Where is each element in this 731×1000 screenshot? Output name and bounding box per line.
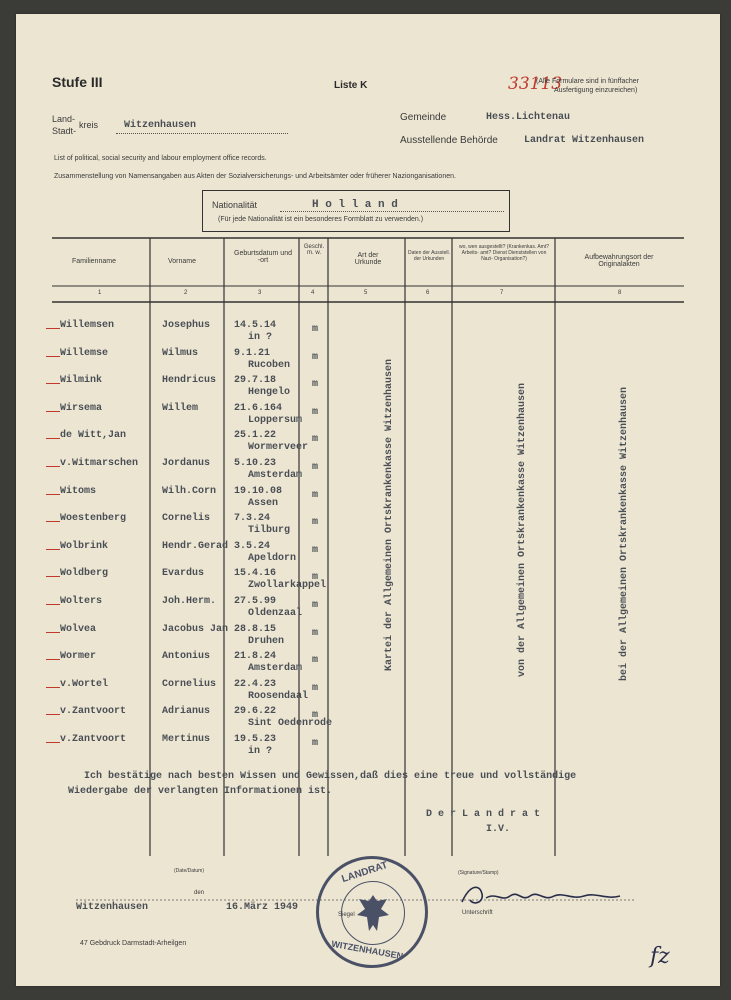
- row-check-mark: [46, 576, 60, 577]
- row-geburtsdatum: 22.4.23: [234, 678, 277, 690]
- row-geburtsort: Oldenzaal: [248, 608, 303, 619]
- row-familienname: Wilmink: [60, 375, 103, 387]
- col-header-geburtsdatum: Geburtsdatum und -ort: [234, 250, 292, 264]
- row-familienname: Witoms: [60, 485, 97, 497]
- row-geschlecht: m: [312, 544, 319, 556]
- row-familienname: Wolvea: [60, 623, 97, 635]
- row-check-mark: [46, 659, 60, 660]
- row-familienname: Willemsen: [60, 320, 115, 331]
- row-familienname: Willemse: [60, 347, 109, 359]
- row-geburtsort: Assen: [248, 497, 279, 509]
- row-geschlecht: m: [312, 406, 319, 418]
- col-num-4: 4: [311, 290, 315, 296]
- nationality-label: Nationalität: [212, 200, 258, 210]
- col-num-8: 8: [618, 290, 622, 296]
- row-vorname: Jordanus: [162, 458, 211, 469]
- row-geschlecht: m: [312, 682, 319, 694]
- row-geburtsort: Hengelo: [248, 387, 291, 399]
- col5-vertical-text: Kartei der Allgemeinen Ortskrankenkasse Witzenhausen: [384, 358, 395, 671]
- row-familienname: Wolters: [60, 596, 103, 607]
- land-label: Land-: [52, 114, 76, 124]
- table-grid: [16, 14, 720, 986]
- col-header-daten: Daten der Ausstell. der Urkunden: [408, 250, 450, 262]
- row-geburtsort: Amsterdam: [248, 470, 303, 481]
- stamp-text-bottom: WITZENHAUSEN: [330, 938, 404, 962]
- row-geschlecht: m: [312, 655, 319, 667]
- nationality-note: (Für jede Nationalität ist ein besonderes Formblatt zu verwenden.): [218, 216, 424, 223]
- row-geburtsdatum: 27.5.99: [234, 596, 277, 607]
- row-geburtsdatum: 21.6.164: [234, 402, 283, 414]
- row-geschlecht: m: [312, 572, 319, 584]
- col-num-7: 7: [500, 290, 504, 296]
- row-familienname: v.Wortel: [60, 678, 109, 690]
- row-geschlecht: m: [312, 434, 319, 446]
- row-vorname: Jacobus Jan: [162, 623, 229, 635]
- row-check-mark: [46, 494, 60, 495]
- row-vorname: Cornelius: [162, 678, 217, 690]
- document-sheet: [16, 14, 720, 986]
- row-geburtsort: Amsterdam: [248, 663, 303, 675]
- den-label: den: [194, 890, 205, 896]
- row-geburtsdatum: 9.1.21: [234, 347, 271, 359]
- row-familienname: v.Witmarschen: [60, 458, 139, 469]
- row-geburtsort: Tilburg: [248, 525, 291, 537]
- stadt-label: Stadt-: [52, 126, 77, 136]
- col-header-wo: wo, wen ausgestellt? (Krankenkas. Amt? Arbeits- amt? Dienst Dienststellen von Nazi- Organisation?): [458, 244, 550, 262]
- date-label: (Date/Datum): [174, 868, 205, 874]
- col7-vertical-text: von der Allgemeinen Ortskrankenkasse Witzenhausen: [517, 382, 528, 677]
- row-vorname: Antonius: [162, 651, 211, 663]
- col-num-2: 2: [184, 290, 188, 296]
- row-geburtsort: Zwollarkappel: [248, 580, 327, 592]
- row-check-mark: [46, 604, 60, 605]
- row-check-mark: [46, 356, 60, 357]
- row-geburtsdatum: 5.10.23: [234, 458, 277, 469]
- stamp-text-top: LANDRAT: [340, 859, 390, 886]
- row-familienname: v.Zantvoort: [60, 706, 127, 718]
- handwritten-id: 33113: [508, 74, 563, 94]
- row-check-mark: [46, 438, 60, 439]
- row-geburtsdatum: 21.8.24: [234, 651, 277, 663]
- col-num-1: 1: [98, 290, 102, 296]
- handwritten-signature: [456, 880, 626, 910]
- row-geschlecht: m: [312, 627, 319, 639]
- row-check-mark: [46, 466, 60, 467]
- row-geburtsdatum: 15.4.16: [234, 568, 277, 580]
- official-seal-stamp: [316, 856, 428, 968]
- handwritten-initial: fz: [650, 944, 670, 969]
- row-geburtsdatum: 28.8.15: [234, 623, 277, 635]
- printer-note: 47 Gebdruck Darmstadt-Arheilgen: [80, 940, 187, 947]
- row-familienname: de Witt,Jan: [60, 430, 127, 442]
- row-check-mark: [46, 411, 60, 412]
- row-vorname: Adrianus: [162, 706, 211, 718]
- col8-vertical-text: bei der Allgemeinen Ortskrankenkasse Witzenhausen: [619, 386, 630, 681]
- row-vorname: Evardus: [162, 568, 205, 580]
- form-note-2: Ausfertigung einzureichen): [554, 87, 638, 94]
- gemeinde-label: Gemeinde: [400, 112, 447, 123]
- row-geschlecht: m: [312, 738, 319, 749]
- eagle-emblem-icon: [353, 891, 393, 935]
- row-geburtsdatum: 29.7.18: [234, 375, 277, 387]
- row-check-mark: [46, 742, 60, 743]
- kreis-label: kreis: [79, 120, 99, 130]
- row-vorname: Mertinus: [162, 734, 211, 745]
- row-familienname: v.Zantvoort: [60, 734, 127, 745]
- row-geschlecht: m: [312, 489, 319, 501]
- row-check-mark: [46, 383, 60, 384]
- list-description-en: List of political, social security and labour employment office records.: [54, 155, 267, 162]
- row-vorname: Wilh.Corn: [162, 485, 217, 497]
- kreis-value: Witzenhausen: [124, 120, 197, 131]
- row-familienname: Wormer: [60, 651, 97, 663]
- row-vorname: Hendr.Gerad: [162, 540, 229, 552]
- gemeinde-value: Hess.Lichtenau: [486, 112, 571, 123]
- row-geschlecht: m: [312, 710, 319, 722]
- row-check-mark: [46, 632, 60, 633]
- col-header-vorname: Vorname: [168, 258, 197, 265]
- row-geburtsort: Loppersum: [248, 414, 303, 426]
- row-check-mark: [46, 328, 60, 329]
- behoerde-label: Ausstellende Behörde: [400, 135, 498, 146]
- liste-label: Liste K: [334, 80, 368, 91]
- col-header-art: Art der Urkunde: [354, 252, 382, 266]
- row-vorname: Willem: [162, 402, 199, 414]
- row-geburtsort: Druhen: [248, 635, 285, 647]
- certification-line-1: Ich bestätige nach besten Wissen und Gewissen,daß dies eine treue und vollständige: [84, 771, 577, 782]
- form-note-1: (Alle Formulare sind in fünffacher: [536, 78, 639, 85]
- signature-label: (Signature/Stamp): [458, 870, 499, 876]
- row-familienname: Woestenberg: [60, 513, 127, 525]
- row-check-mark: [46, 521, 60, 522]
- signer-iv: I.V.: [486, 824, 511, 835]
- certification-line-2: Wiedergabe der verlangten Informationen ist.: [68, 786, 333, 797]
- row-geschlecht: m: [312, 379, 319, 391]
- row-familienname: Wolbrink: [60, 540, 109, 552]
- col-num-5: 5: [364, 290, 368, 296]
- col-num-3: 3: [258, 290, 262, 296]
- row-geburtsdatum: 19.10.08: [234, 485, 283, 497]
- row-geschlecht: m: [312, 462, 319, 473]
- unterschrift-label: Unterschrift: [462, 910, 493, 916]
- place-value: Witzenhausen: [76, 902, 149, 913]
- row-vorname: Joh.Herm.: [162, 596, 217, 607]
- row-familienname: Wirsema: [60, 402, 103, 414]
- signer-title: D e r L a n d r a t: [426, 809, 541, 820]
- date-value: 16.März 1949: [226, 902, 299, 913]
- col-num-6: 6: [426, 290, 430, 296]
- row-vorname: Wilmus: [162, 347, 199, 359]
- col-header-aufbewahrung: Aufbewahrungsort der Originalakten: [584, 254, 654, 268]
- row-geburtsdatum: 25.1.22: [234, 430, 277, 442]
- col-header-familienname: Familienname: [72, 258, 116, 265]
- col-header-geschlecht: Geschl. m. w.: [303, 244, 325, 256]
- list-description-de: Zusammenstellung von Namensangaben aus Akten der Sozialversicherungs- und Arbeitsämter oder früherer Nazionganisationen.: [54, 173, 456, 180]
- row-geburtsdatum: 29.6.22: [234, 706, 277, 718]
- row-geburtsort: Apeldorn: [248, 552, 297, 564]
- row-geschlecht: m: [312, 600, 319, 611]
- row-geschlecht: m: [312, 351, 319, 363]
- row-check-mark: [46, 687, 60, 688]
- row-geburtsdatum: 19.5.23: [234, 734, 277, 745]
- siegel-label: Siegel: [338, 912, 355, 918]
- row-check-mark: [46, 549, 60, 550]
- row-geburtsort: Rucoben: [248, 359, 291, 371]
- row-vorname: Cornelis: [162, 513, 211, 525]
- row-geburtsdatum: 3.5.24: [234, 540, 271, 552]
- row-geschlecht: m: [312, 517, 319, 529]
- behoerde-value: Landrat Witzenhausen: [524, 135, 645, 146]
- row-check-mark: [46, 714, 60, 715]
- row-geburtsort: Sint Oedenrode: [248, 718, 333, 730]
- row-geburtsdatum: 14.5.14: [234, 320, 277, 331]
- stufe-label: Stufe III: [52, 74, 103, 90]
- row-geburtsort: in ?: [248, 332, 273, 343]
- row-familienname: Woldberg: [60, 568, 109, 580]
- row-geburtsort: in ?: [248, 746, 273, 757]
- row-vorname: Josephus: [162, 320, 211, 331]
- nationality-value: H o l l a n d: [312, 199, 398, 211]
- row-geburtsort: Roosendaal: [248, 690, 309, 702]
- row-geburtsdatum: 7.3.24: [234, 513, 271, 525]
- row-geburtsort: Wormerveer: [248, 442, 309, 454]
- row-geschlecht: m: [312, 324, 319, 335]
- row-vorname: Hendricus: [162, 375, 217, 387]
